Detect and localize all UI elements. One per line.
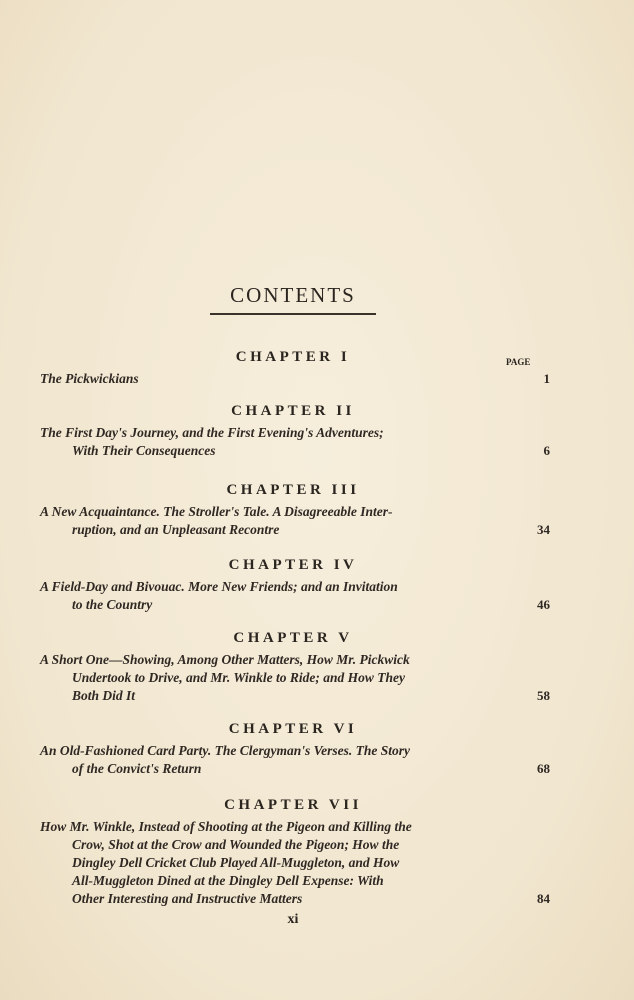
chapter-title-text: to the Country [72, 597, 153, 612]
chapter-page-number: 84 [537, 891, 550, 906]
chapter-title-text: Crow, Shot at the Crow and Wounded the Pigeon; How the [72, 837, 400, 852]
chapter-page-number: 68 [537, 761, 550, 776]
chapter-page-number: 1 [543, 371, 550, 386]
chapter-page-number: 6 [543, 443, 550, 458]
chapter-title-line [0, 854, 634, 872]
chapter-title-text: An Old-Fashioned Card Party. The Clergyman's Verses. The Story [40, 743, 411, 758]
chapter-heading: CHAPTER IV [228, 557, 358, 573]
chapter-entry [0, 346, 634, 388]
page-title: CONTENTS [230, 283, 356, 307]
chapter-title-line [0, 521, 634, 539]
chapter-title-text: Other Interesting and Instructive Matters [72, 891, 303, 906]
page-column-label: PAGE [506, 357, 531, 367]
chapter-page-number: 58 [537, 688, 550, 703]
chapter-heading: CHAPTER VI [228, 721, 358, 737]
chapter-title-line [0, 651, 634, 669]
chapter-title-line [0, 669, 634, 687]
chapter-heading: CHAPTER III [226, 482, 360, 498]
chapter-heading: CHAPTER I [235, 349, 351, 365]
chapter-title-line [0, 370, 634, 388]
chapter-title-line [0, 818, 634, 836]
chapter-title-line [0, 890, 634, 908]
chapter-title-text: A New Acquaintance. The Stroller's Tale. A Disagreeable Inter- [40, 504, 393, 519]
chapter-title-text: ruption, and an Unpleasant Recontre [72, 522, 280, 537]
chapter-entry [0, 479, 634, 539]
chapter-title-line [0, 424, 634, 442]
chapter-entry [0, 400, 634, 460]
chapter-title-text: A Field-Day and Bivouac. More New Friends; and an Invitation [40, 579, 398, 594]
chapter-entry [0, 627, 634, 705]
title-underline [210, 313, 376, 315]
chapter-title-text: of the Convict's Return [72, 761, 202, 776]
chapter-title-text: All-Muggleton Dined at the Dingley Dell Expense: With [72, 873, 384, 888]
chapter-title-line [0, 760, 634, 778]
page-number: xi [287, 912, 299, 927]
chapter-title-line [0, 442, 634, 460]
chapter-title-text: How Mr. Winkle, Instead of Shooting at the Pigeon and Killing the [40, 819, 412, 834]
chapter-title-line [0, 578, 634, 596]
chapter-heading: CHAPTER VII [224, 797, 362, 813]
chapter-entry [0, 718, 634, 778]
chapter-page-number: 34 [537, 522, 550, 537]
chapter-title-line [0, 687, 634, 705]
chapter-title-line [0, 836, 634, 854]
chapter-entry [0, 554, 634, 614]
chapter-title-text: With Their Consequences [72, 443, 216, 458]
chapter-title-text: Dingley Dell Cricket Club Played All-Muggleton, and How [72, 855, 400, 870]
chapter-title-line [0, 503, 634, 521]
chapter-title-line [0, 596, 634, 614]
chapter-heading: CHAPTER II [231, 403, 355, 419]
chapter-title-text: Undertook to Drive, and Mr. Winkle to Ride; and How They [72, 670, 406, 685]
chapter-title-line [0, 742, 634, 760]
chapter-title-text: Both Did It [72, 688, 136, 703]
chapter-title-text: A Short One—Showing, Among Other Matters, How Mr. Pickwick [40, 652, 410, 667]
chapter-page-number: 46 [537, 597, 550, 612]
chapter-title-text: The Pickwickians [40, 371, 139, 386]
chapter-title-text: The First Day's Journey, and the First Evening's Adventures; [40, 425, 384, 440]
chapter-heading: CHAPTER V [233, 630, 353, 646]
chapter-entry [0, 794, 634, 908]
chapter-title-line [0, 872, 634, 890]
